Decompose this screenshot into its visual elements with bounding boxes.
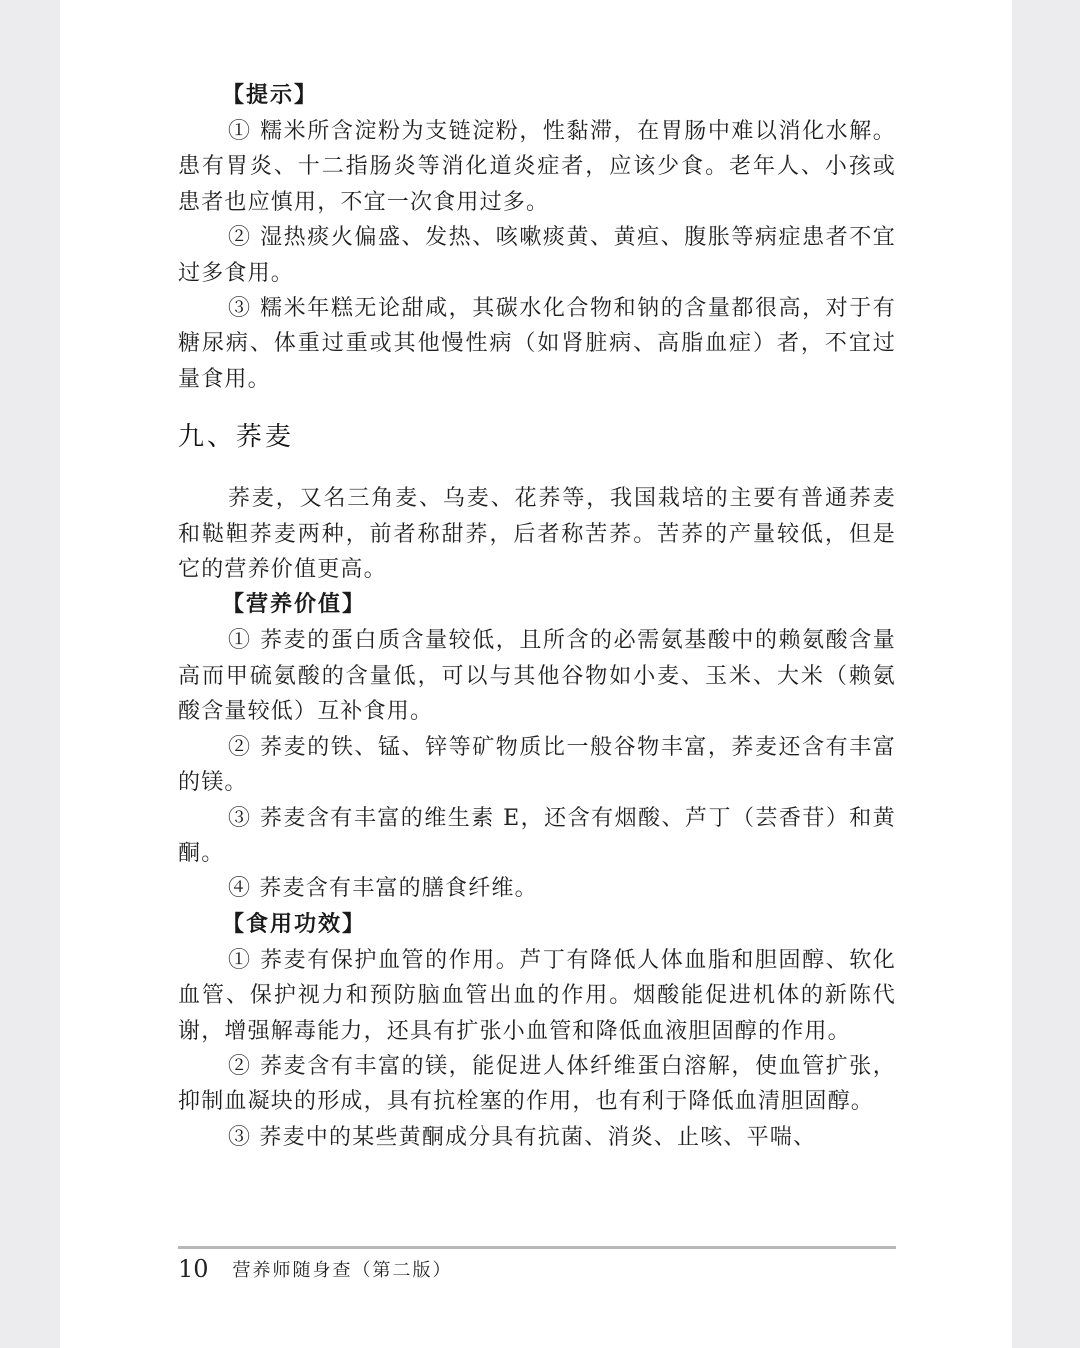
effects-item-3: ③ 荞麦中的某些黄酮成分具有抗菌、消炎、止咳、平喘、 [228, 1124, 817, 1150]
nutrition-item-2: ② 荞麦的铁、锰、锌等矿物质比一般谷物丰富，荞麦还含有丰富的镁。 [178, 734, 896, 796]
section-title: 九、荞麦 [178, 422, 295, 453]
tips-item-1: ① 糯米所含淀粉为支链淀粉，性黏滞，在胃肠中难以消化水解。患有胃炎、十二指肠炎等消化道炎症者，应该少食。老年人、小孩或患者也应慎用，不宜一次食用过多。 [178, 119, 896, 215]
nutrition-item-1: ① 荞麦的蛋白质含量较低，且所含的必需氨基酸中的赖氨酸含量高而甲硫氨酸的含量低，可以与其他谷物如小麦、玉米、大米（赖氨酸含量较低）互补食用。 [178, 628, 896, 725]
nutrition-item-4: ④ 荞麦含有丰富的膳食纤维。 [228, 876, 538, 902]
nutrition-item-3: ③ 荞麦含有丰富的维生素 E，还含有烟酸、芦丁（芸香苷）和黄酮。 [178, 805, 896, 866]
tips-item-2: ② 湿热痰火偏盛、发热、咳嗽痰黄、黄疸、腹胀等病症患者不宜过多食用。 [178, 225, 896, 286]
effects-heading: 【食用功效】 [222, 911, 367, 937]
footer-divider [178, 1246, 896, 1249]
tips-item-3: ③ 糯米年糕无论甜咸，其碳水化合物和钠的含量都很高，对于有糖尿病、体重过重或其他慢性病（如肾脏病、高脂血症）者，不宜过量食用。 [178, 296, 896, 392]
book-page [60, 0, 1012, 1348]
tips-heading: 【提示】 [222, 83, 319, 108]
page-content [178, 78, 896, 1155]
effects-item-2: ② 荞麦含有丰富的镁，能促进人体纤维蛋白溶解，使血管扩张，抑制血凝块的形成，具有抗栓塞的作用，也有利于降低血清胆固醇。 [178, 1053, 896, 1115]
nutrition-heading: 【营养价值】 [222, 592, 367, 618]
book-title: 营养师随身查（第二版） [232, 1260, 453, 1281]
effects-item-1: ① 荞麦有保护血管的作用。芦丁有降低人体血脂和胆固醇、软化血管、保护视力和预防脑血管出血的作用。烟酸能促进机体的新陈代谢，增强解毒能力，还具有扩张小血管和降低血液胆固醇的作用。 [178, 947, 896, 1044]
section-intro: 荞麦，又名三角麦、乌麦、花荞等，我国栽培的主要有普通荞麦和鞑靼荞麦两种，前者称甜荞，后者称苦荞。苦荞的产量较低，但是它的营养价值更高。 [178, 486, 896, 583]
page-footer [178, 1252, 896, 1286]
page-number: 10 [178, 1255, 209, 1283]
